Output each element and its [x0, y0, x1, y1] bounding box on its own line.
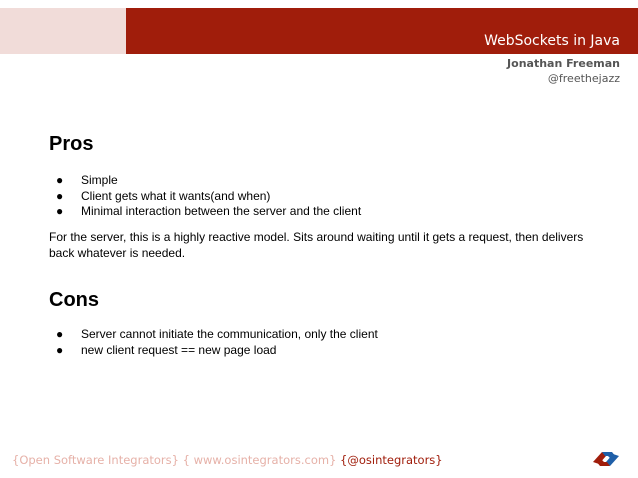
pros-item-text: Minimal interaction between the server and the client [81, 204, 362, 218]
pros-heading: Pros [49, 133, 94, 155]
author-handle: @freethejazz [547, 72, 620, 85]
pros-item-text: Simple [81, 173, 118, 187]
bullet-icon: ● [56, 204, 64, 218]
footer [12, 453, 443, 467]
bullet-icon: ● [56, 188, 64, 203]
pros-paragraph: For the server, this is a highly reactive model. Sits around waiting until it gets a request, then delivers back whatever is needed. [49, 230, 584, 260]
cons-item-text: new client request == new page load [81, 342, 277, 357]
bullet-icon: ● [56, 327, 64, 341]
author-name: Jonathan Freeman [507, 57, 620, 70]
bullet-icon: ● [56, 342, 64, 357]
cons-item-text: Server cannot initiate the communication, only the client [81, 327, 378, 341]
pros-item-text: Client gets what it wants(and when) [81, 188, 271, 203]
osi-logo-icon [590, 447, 622, 471]
header-accent [0, 8, 126, 54]
cons-heading: Cons [49, 289, 99, 311]
bullet-icon: ● [56, 173, 64, 187]
footer-website[interactable]: { www.osintegrators.com} [182, 453, 337, 467]
footer-twitter[interactable]: {@osintegrators} [340, 453, 443, 467]
presentation-title: WebSockets in Java [484, 33, 620, 49]
footer-company: {Open Software Integrators} [12, 453, 179, 467]
